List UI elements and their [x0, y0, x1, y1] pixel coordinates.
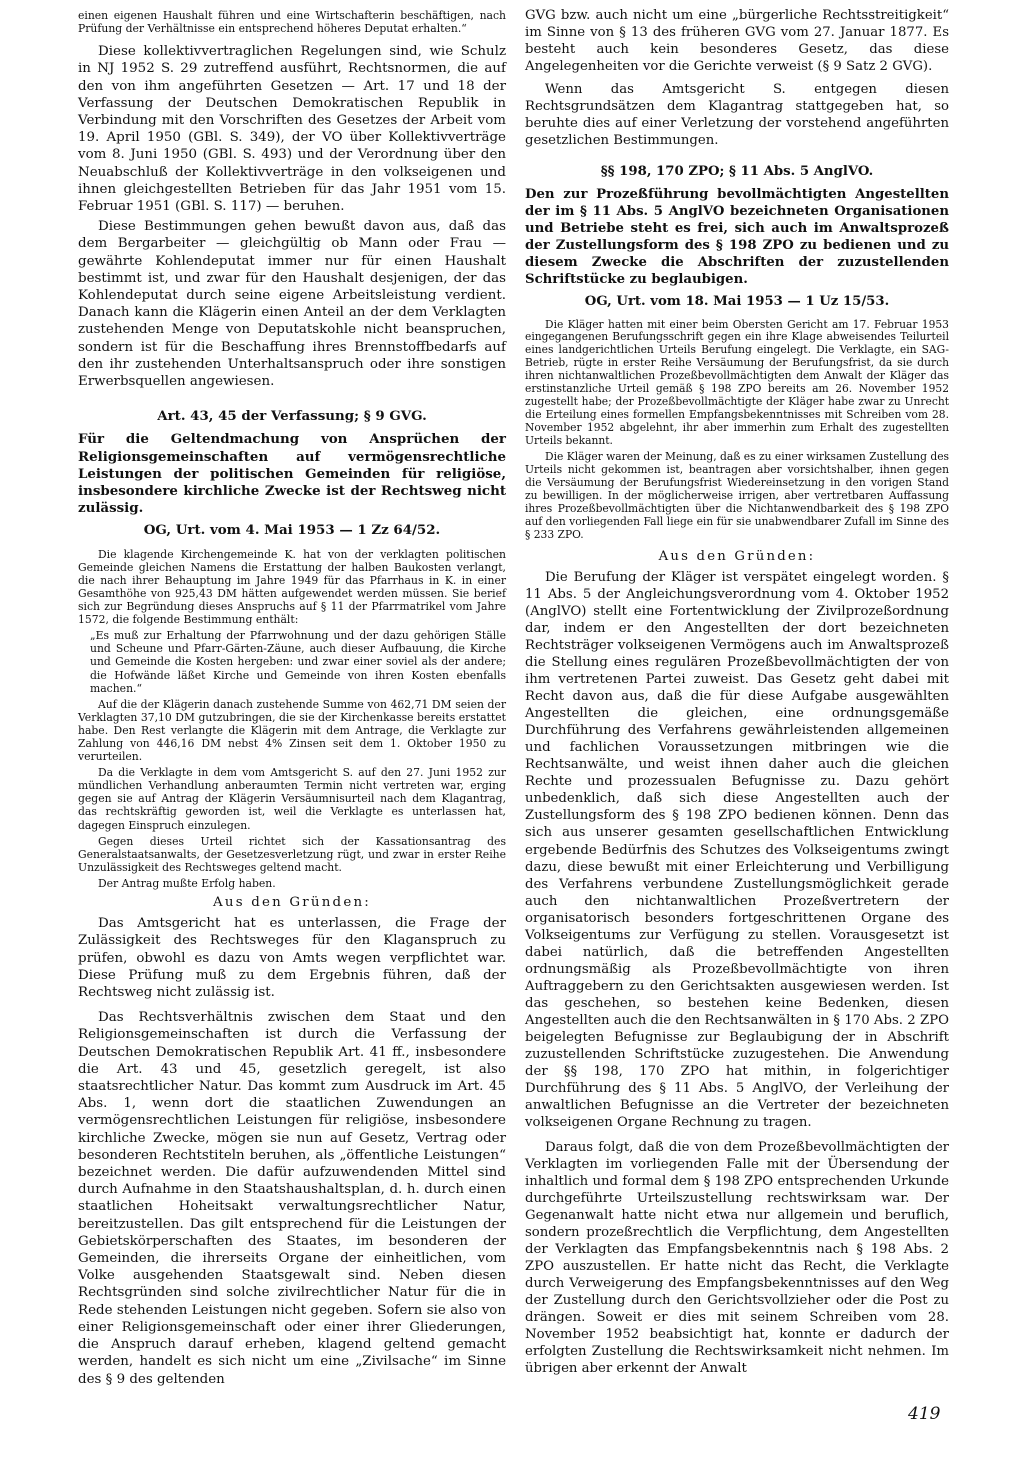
facts-paragraph: Die Kläger hatten mit einer beim Obersten Gericht am 17. Februar 1953 eingegangenen Berufungsschrift gegen ein ihre Klage abweisendes Teilurteil eines landgerichtlichen Urteils Berufung eingelegt. Die Verklagte, ein SAG-Betrieb, rügte in erster Reihe Versäumung der Berufungsfrist, da sie durch ihren nichtanwaltlichen Prozeßbevollmächtigten dem Anwalt der Kläger das erstinstanzliche Urteil gemäß § 198 ZPO bereits am 26. November 1952 zugestellt habe; der Prozeßbevollmächtigte der Kläger habe zwar zu Unrecht die Erteilung eines formellen Empfangsbekenntnisses mit Schreiben vom 28. November 1952 abgelehnt, ihr aber immerhin zum Erhalt des zugestellten Urteils bekannt. — [525, 317, 949, 448]
case-citation: OG, Urt. vom 18. Mai 1953 — 1 Uz 15/53. — [584, 294, 890, 310]
case-headnote: Für die Geltendmachung von Ansprüchen der Religionsgemeinschaften auf vermögensrechtliche Leistungen der politischen Gemeinden für religiöse, insbesondere kirchliche Zwecke ist der Rechtsweg nicht zulässig. — [78, 431, 506, 517]
case-heading-articles: §§ 198, 170 ZPO; § 11 Abs. 5 AnglVO. — [600, 164, 874, 180]
reasons-heading: Aus den Gründen: — [658, 548, 816, 564]
paragraph: Wenn das Amtsgericht S. entgegen diesen Rechtsgrundsätzen dem Klagantrag stattgegeben hat, so beruhte dies auf einer Verletzung der vorstehend angeführten gesetzlichen Bestimmungen. — [525, 82, 949, 149]
paragraph: Das Rechtsverhältnis zwischen dem Staat und den Religionsgemeinschaften ist durch die Verfassung der Deutschen Demokratischen Republik Art. 41 ff., insbesondere die Art. 43 und 45, gesetzlich geregelt, ist also staatsrechtlicher Natur. Das kommt zum Ausdruck im Art. 45 Abs. 1, wenn dort die staatlichen Zuwendungen an vermögensrechtlichen Leistungen für religiöse, insbesondere kirchliche Zwecke, mögen sie nun auf Gesetz, Vertrag oder besonderen Rechtstiteln beruhen, als „öffentliche Leistungen“ bezeichnet werden. Die dafür aufzuwendenden Mittel sind durch Aufnahme in den Staatshaushaltsplan, d. h. durch einen staatlichen Hoheitsakt verwaltungsrechtlicher Natur, bereitzustellen. Das gilt entsprechend für die Leistungen der Gebietskörperschaften des Staates, im besonderen der Gemeinden, die ihrerseits Organe der einheitlichen, vom Volke ausgehenden Staatsgewalt sind. Neben diesen Rechtsgründen sind solche zivilrechtlicher Natur für die in Rede stehenden Leistungen nicht gegeben. Sofern sie also von einer Religionsgemeinschaft oder einer ihrer Gliederungen, die Anspruch darauf erheben, klagend geltend gemacht werden, handelt es sich nicht um eine „Zivilsache“ im Sinne des § 9 des geltenden — [78, 1010, 506, 1387]
facts-paragraph: Der Antrag mußte Erfolg haben. — [98, 876, 276, 890]
paragraph: Die Berufung der Kläger ist verspätet eingelegt worden. § 11 Abs. 5 der Angleichungsverordnung vom 4. Oktober 1952 (AnglVO) stellt eine Fortentwicklung der Zivilprozeßordnung dar, indem er den Angestellten der dort bezeichneten Rechtsträger volkseigenen Vermögens auch im Anwaltsprozeß die Stellung eines regulären Prozeßbevollmächtigten der von ihm vertretenen Partei zuweist. Das Gesetz geht dabei mit Recht davon aus, daß die für diese Aufgabe ausgewählten Angestellten die gleichen, eine ordnungsgemäße Durchführung des Verfahrens gewährleistenden allgemeinen und fachlichen Voraussetzungen mitbringen wie die Rechtsanwälte, und weist ihnen daher auch die gleichen Rechte und prozessualen Befugnisse zu. Dazu gehört unbedenklich, daß sich diese Angestellten auch der Zustellungsform des § 198 ZPO bedienen können. Denn das sich aus unserer gesamten gesellschaftlichen Entwicklung ergebende Bedürfnis des Schutzes des Volkseigentums zwingt dazu, diese bewußt mit einer Erleichterung und Verbilligung des Verfahrens verbundene Zustellungsmöglichkeit gerade auch den nichtanwaltlichen Prozeßvertretern der organisatorisch besonders fortgeschrittenen Organe des Volkseigentums zur Verfügung zu stellen. Vorausgesetzt ist dabei natürlich, daß die betreffenden Angestellten ordnungsmäßig als Prozeßbevollmächtigte von ihren Auftraggebern zu den Gerichtsakten ausgewiesen werden. Ist das geschehen, so bestehen keine Bedenken, diesen Angestellten auch die den Rechtsanwälten in § 170 Abs. 2 ZPO beigelegten Befugnisse zur Beglaubigung der in Abschrift zuzustellenden Schriftstücke zuzugestehen. Die Anwendung der §§ 198, 170 ZPO hat mithin, in folgerichtiger Durchführung des § 11 Abs. 5 AnglVO, der Verleihung der anwaltlichen Befugnisse an die Vertreter der bezeichneten volkseigenen Organe Rechnung zu tragen. — [525, 570, 949, 1130]
paragraph: GVG bzw. auch nicht um eine „bürgerliche Rechtsstreitigkeit“ im Sinne von § 13 des früheren GVG vom 27. Januar 1877. Es besteht auch kein besonderes Gesetz, das diese Angelegenheiten vor die Gerichte verweist (§ 9 Satz 2 GVG). — [525, 8, 949, 75]
facts-paragraph: Gegen dieses Urteil richtet sich der Kassationsantrag des Generalstaatsanwalts, der Gesetzesverletzung rügt, und zwar in erster Reihe Unzulässigkeit des Rechtsweges geltend macht. — [78, 834, 506, 874]
facts-paragraph: Die klagende Kirchengemeinde K. hat von der verklagten politischen Gemeinde gleichen Namens die Erstattung der halben Baukosten verlangt, die nach ihrer Behauptung im Jahre 1949 für das Pfarrhaus in K. in einer Gesamthöhe von 925,43 DM hätten aufgewendet werden müssen. Sie berief sich zur Begründung dieses Anspruchs auf § 11 der Pfarrmatrikel vom Jahre 1572, die folgende Bestimmung enthält: — [78, 547, 506, 627]
quoted-provision: „Es muß zur Erhaltung der Pfarrwohnung und der dazu gehörigen Ställe und Scheune und Pfarr-Gärten-Zäune, auch dieser Aufbauung, die Kirche und Gemeinde die Kosten hergeben: und zwar einer soviel als der andere; die Hofwände läßet Kirche und Gemeinde von ihren Kosten ebenfalls machen.“ — [90, 629, 506, 695]
reasons-heading: Aus den Gründen: — [213, 895, 371, 911]
paragraph: Das Amtsgericht hat es unterlassen, die Frage der Zulässigkeit des Rechtsweges für den Klaganspruch zu prüfen, obwohl es dazu von Amts wegen verpflichtet war. Diese Prüfung muß zu dem Ergebnis führen, daß der Rechtsweg nicht zulässig ist. — [78, 916, 506, 1001]
facts-paragraph: Da die Verklagte in dem vom Amtsgericht S. auf den 27. Juni 1952 zur mündlichen Verhandlung anberaumten Termin nicht vertreten war, erging gegen sie auf Antrag der Klägerin Versäumnisurteil nach dem Klagantrag, das rechtskräftig geworden ist, weil die Verklagte es unterlassen hat, dagegen Einspruch einzulegen. — [78, 766, 506, 832]
case-citation: OG, Urt. vom 4. Mai 1953 — 1 Zz 64/52. — [143, 522, 441, 539]
case-heading-articles: Art. 43, 45 der Verfassung; § 9 GVG. — [157, 408, 427, 425]
case-headnote: Den zur Prozeßführung bevollmächtigten Angestellten der im § 11 Abs. 5 AnglVO bezeichneten Organisationen und Betriebe steht es frei, sich auch im Anwaltsprozeß der Zustellungsform des § 198 ZPO zu bedienen und zu diesem Zwecke die Abschriften der zuzustellenden Schriftstücke zu beglaubigen. — [525, 187, 949, 288]
right-column — [525, 0, 949, 1377]
facts-paragraph: Auf die der Klägerin danach zustehende Summe von 462,71 DM seien der Verklagten 37,10 DM gutzubringen, die sie der Kirchenkasse bereits erstattet habe. Den Rest verlangte die Klägerin mit dem Antrage, die Verklagte zur Zahlung von 446,16 DM nebst 4% Zinsen seit dem 1. Oktober 1950 zu verurteilen. — [78, 697, 506, 764]
continued-quote: einen eigenen Haushalt führen und eine Wirtschafterin beschäftigen, nach Prüfung der Verhältnisse ein entsprechend höheres Deputat erhalten.“ — [78, 9, 506, 36]
left-column — [78, 0, 506, 1388]
facts-paragraph: Die Kläger waren der Meinung, daß es zu einer wirksamen Zustellung des Urteils nicht gekommen ist, beantragen aber vorsichtshalber, ihnen gegen die Versäumung der Berufungsfrist Wiedereinsetzung in den vorigen Stand zu bewilligen. In der möglicherweise irrigen, aber vertretbaren Auffassung ihres Prozeßbevollmächtigten über die Nichtanwendbarkeit des § 198 ZPO auf den vorliegenden Fall liege ein für sie unabwendbarer Zufall im Sinne des § 233 ZPO. — [525, 450, 950, 541]
paragraph: Diese Bestimmungen gehen bewußt davon aus, daß das dem Bergarbeiter — gleichgültig ob Mann oder Frau — gewährte Kohlendeputat immer nur für einen Haushalt bestimmt ist, und zwar für den Haushalt desjenigen, der das Kohlendeputat durch seine eigene Arbeitsleistung verdient. Danach kann die Klägerin einen Anteil an der dem Verklagten zustehenden Menge von Deputatskohle nicht beanspruchen, sondern ist für die Beschaffung ihres Brennstoffbedarfs auf den ihr zustehenden Unterhaltsanspruch oder ihre sonstigen Erwerbsquellen angewiesen. — [78, 219, 506, 390]
paragraph: Diese kollektivvertraglichen Regelungen sind, wie Schulz in NJ 1952 S. 29 zutreffend ausführt, Rechtsnormen, die auf den von ihm angeführten Gesetzen — Art. 17 und 18 der Verfassung der Deutschen Demokratischen Republik in Verbindung mit den Vorschriften des Gesetzes der Arbeit vom 19. April 1950 (GBl. S. 349), der VO über Kollektivverträge vom 8. Juni 1950 (GBl. S. 493) und der Verordnung über den Neuabschluß der Kollektivverträge in den volkseigenen und ihnen gleichgestellten Betrieben für das Jahr 1951 vom 15. Februar 1951 (GBl. S. 117) — beruhen. — [78, 44, 506, 215]
page-number: 419 — [908, 1404, 941, 1424]
paragraph: Daraus folgt, daß die von dem Prozeßbevollmächtigten der Verklagten im vorliegenden Falle mit der Übersendung der inhaltlich und formal dem § 198 ZPO entsprechenden Urkunde durchgeführte Urteilszustellung rechtswirksam war. Der Gegenanwalt hatte nicht etwa nur allgemein und beruflich, sondern prozeßrechtlich die Verpflichtung, dem Angestellten der Verklagten das Empfangsbekenntnis nach § 198 Abs. 2 ZPO auszustellen. Er hatte nicht das Recht, die Verklagte durch Verweigerung des Empfangsbekenntnisses auf den Weg der Zustellung durch den Gerichtsvollzieher oder die Post zu drängen. Soweit er dies mit seinem Schreiben vom 28. November 1952 beabsichtigt hat, konnte er dadurch der erfolgten Zustellung die Rechtswirksamkeit nicht nehmen. Im übrigen aber erkennt der Anwalt — [525, 1140, 949, 1377]
